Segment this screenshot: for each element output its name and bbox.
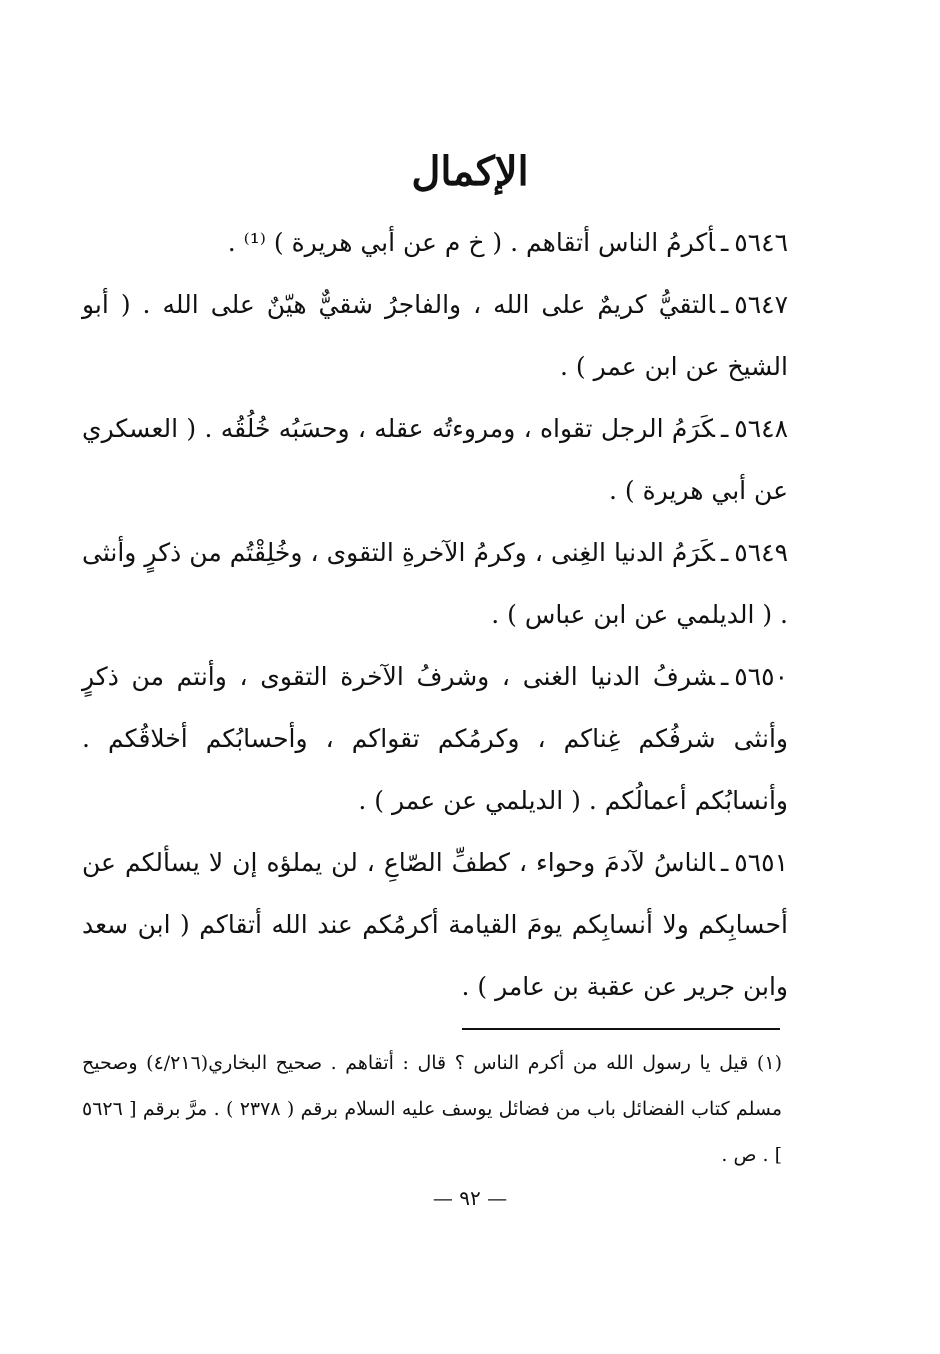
hadith-text: كَرَمُ الرجل تقواه ، ومروءتُه عقله ، وحسَبُه خُلُقُه . ( العسكري عن أبي هريرة ) . — [82, 414, 788, 505]
hadith-number: ٥٦٤٦ — [734, 228, 788, 257]
hadith-entry: ٥٦٤٦ـأكرمُ الناس أتقاهم . ( خ م عن أبي هريرة ) ⁽¹⁾ . — [227, 228, 788, 257]
hadith-list — [82, 212, 788, 1018]
hadith-entry: ٥٦٤٧ـالتقيُّ كريمٌ على الله ، والفاجرُ شقيٌّ هيّنٌ على الله . ( أبو الشيخ عن ابن عمر ) . — [82, 290, 788, 381]
hadith-number: ٥٦٤٩ — [734, 538, 788, 567]
hadith-entry: ٥٦٤٨ـكَرَمُ الرجل تقواه ، ومروءتُه عقله ، وحسَبُه خُلُقُه . ( العسكري عن أبي هريرة ) . — [82, 414, 788, 505]
hadith-entry: ٥٦٥٠ـشرفُ الدنيا الغنى ، وشرفُ الآخرة التقوى ، وأنتم من ذكرٍ وأنثى شرفُكم غِناكم ، وكرمُكم تقواكم ، وأحسابُكم أخلاقُكم . وأنسابُكم أعمالُكم . ( الديلمي عن عمر ) . — [82, 662, 788, 815]
hadith-text: الناسُ لآدمَ وحواء ، كطفِّ الصّاعِ ، لن يملؤه إن لا يسألكم عن أحسابِكم ولا أنسابِكم يومَ القيامة أكرمُكم عند الله أتقاكم ( ابن سعد وابن جرير عن عقبة بن عامر ) . — [82, 848, 788, 1001]
footnote: (١) قيل يا رسول الله من أكرم الناس ؟ قال : أتقاهم . صحيح البخاري(٤/٢١٦) وصحيح مسلم كتاب الفضائل باب من فضائل يوسف عليه السلام برقم ( ٢٣٧٨ ) . مرَّ برقم [ ٥٦٢٦ ] . ص . — [82, 1052, 782, 1166]
page-number: — ٩٢ — — [432, 1186, 508, 1210]
hadith-entry: ٥٦٤٩ـكَرَمُ الدنيا الغِنى ، وكرمُ الآخرةِ التقوى ، وخُلِقْتُم من ذكرٍ وأنثى . ( الديلمي عن ابن عباس ) . — [82, 538, 788, 629]
hadith-text: كَرَمُ الدنيا الغِنى ، وكرمُ الآخرةِ التقوى ، وخُلِقْتُم من ذكرٍ وأنثى . ( الديلمي عن ابن عباس ) . — [82, 538, 788, 629]
hadith-number: ٥٦٤٧ — [734, 290, 788, 319]
footnote-divider — [462, 1028, 780, 1030]
hadith-number: ٥٦٤٨ — [734, 414, 788, 443]
hadith-number: ٥٦٥٠ — [734, 662, 788, 691]
hadith-text: شرفُ الدنيا الغنى ، وشرفُ الآخرة التقوى ، وأنتم من ذكرٍ وأنثى شرفُكم غِناكم ، وكرمُكم تقواكم ، وأحسابُكم أخلاقُكم . وأنسابُكم أعمالُكم . ( الديلمي عن عمر ) . — [82, 662, 788, 815]
section-heading: الإكمال — [411, 148, 529, 195]
hadith-text: التقيُّ كريمٌ على الله ، والفاجرُ شقيٌّ هيّنٌ على الله . ( أبو الشيخ عن ابن عمر ) . — [82, 290, 788, 381]
hadith-text: أكرمُ الناس أتقاهم . ( خ م عن أبي هريرة ) ⁽¹⁾ . — [227, 228, 715, 257]
hadith-entry: ٥٦٥١ـالناسُ لآدمَ وحواء ، كطفِّ الصّاعِ ، لن يملؤه إن لا يسألكم عن أحسابِكم ولا أنسابِكم يومَ القيامة أكرمُكم عند الله أتقاكم ( ابن سعد وابن جرير عن عقبة بن عامر ) . — [82, 848, 788, 1001]
hadith-number: ٥٦٥١ — [734, 848, 788, 877]
